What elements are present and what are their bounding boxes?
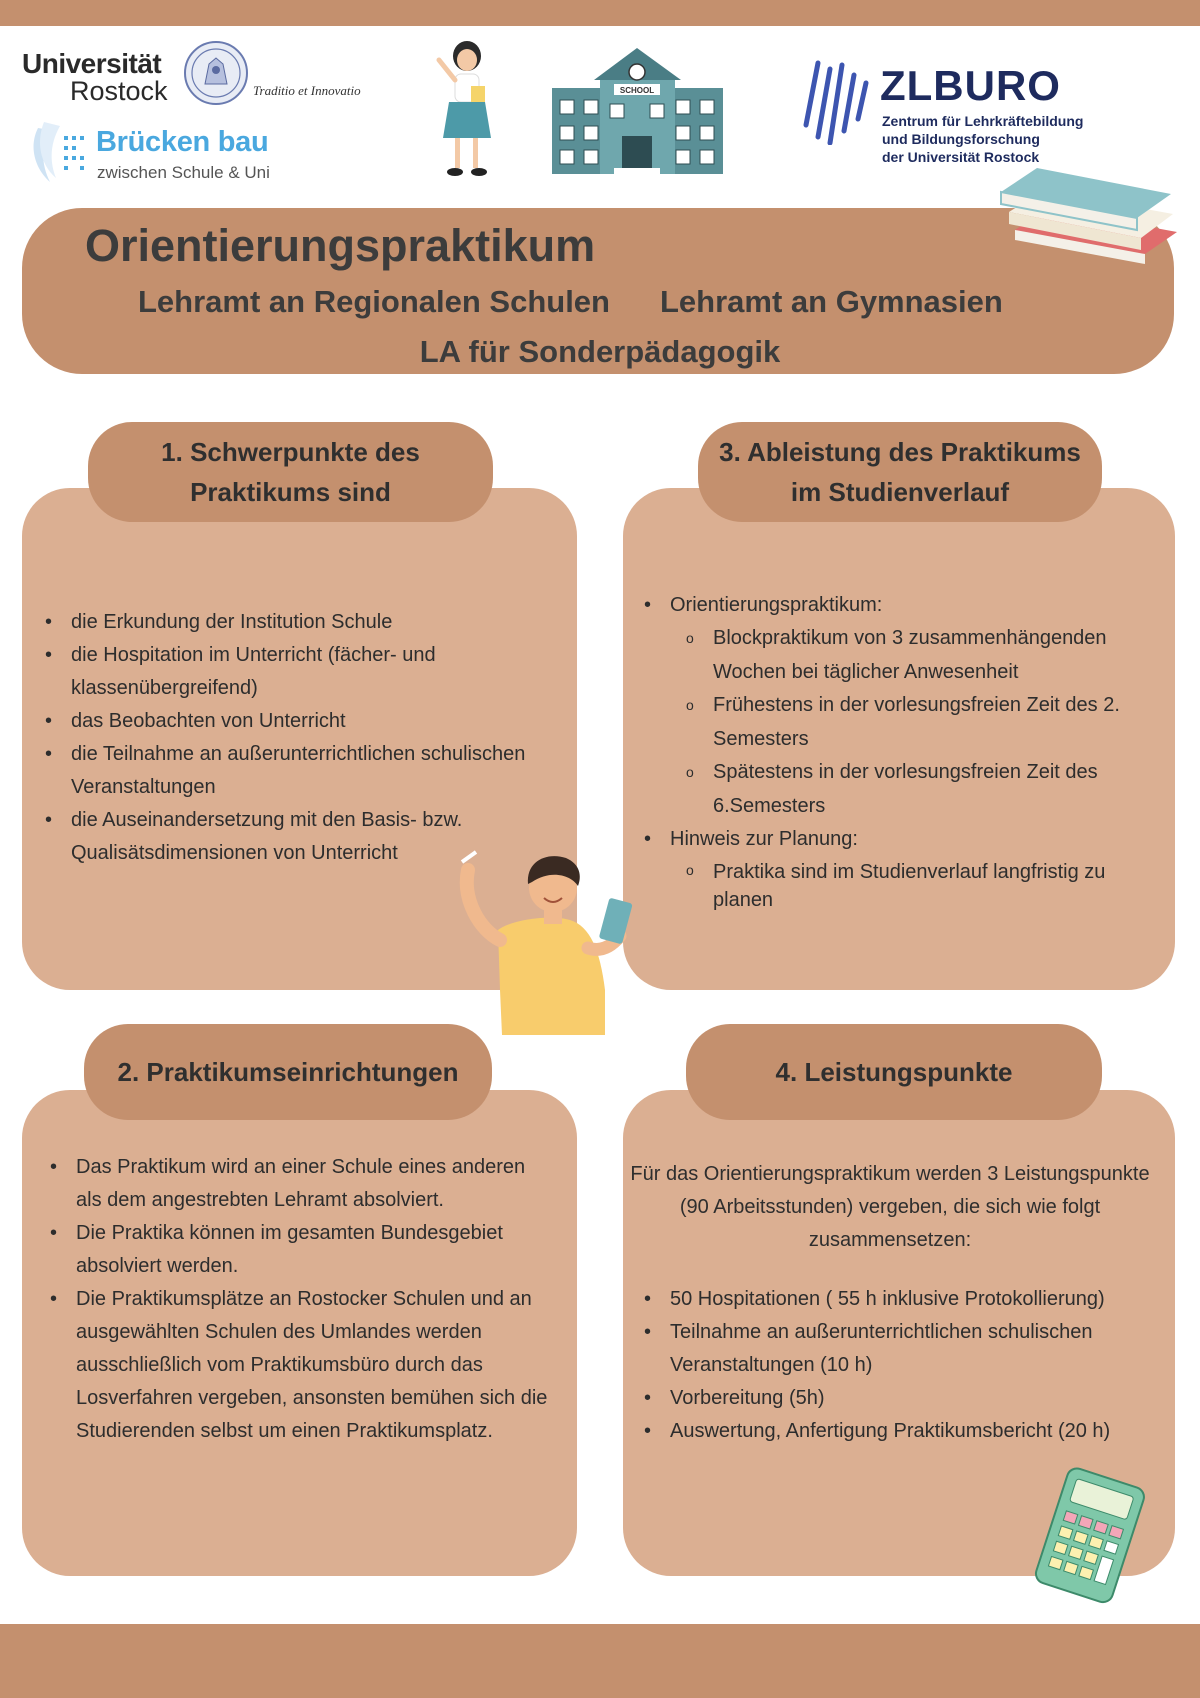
school-building-icon: [550, 44, 725, 176]
section-4-title: [686, 1024, 1102, 1120]
list-item: [670, 589, 1150, 823]
list-item: • Die Praktikumsplätze an Rostocker Schulen und an ausgewählten Schulen des Umlandes werden ausschließlich vom Praktikumsbüro durch das Losverfahren vergeben, ansonsten bemühen sich die Studierenden selbst um einen Praktikumsplatz.: [76, 1283, 551, 1448]
list-item: • die Teilnahme an außerunterrichtlichen schulischen Veranstaltungen: [71, 738, 531, 804]
list-item: • Das Praktikum wird an einer Schule eines anderen als dem angestrebten Lehramt absolviert.: [76, 1151, 551, 1217]
zlburo-subtitle-line: der Universität Rostock: [882, 149, 1040, 165]
brueckenbau-title: Brücken bau: [96, 126, 269, 158]
calculator-icon: [1030, 1465, 1148, 1605]
zlburo-title: ZLBURO: [880, 62, 1061, 109]
brueckenbau-subtitle: zwischen Schule & Uni: [97, 163, 270, 182]
sub-list-item: o Blockpraktikum von 3 zusammenhängenden Wochen bei täglicher Anwesenheit: [713, 622, 1150, 689]
page-title: Orientierungspraktikum: [85, 220, 596, 271]
section-4-list: [670, 1283, 1165, 1448]
section-4-title-text: 4. Leistungspunkte: [775, 1057, 1013, 1087]
sub-list: [670, 856, 1150, 914]
section-3-title-line: im Studienverlauf: [790, 477, 1010, 507]
section-1-title-line: Praktikums sind: [190, 477, 391, 507]
list-item-label: Orientierungspraktikum:: [670, 594, 883, 616]
section-3-list: [670, 589, 1150, 914]
list-item: • Vorbereitung (5h): [670, 1382, 1165, 1415]
top-band: [0, 0, 1200, 26]
section-2-title: [84, 1024, 492, 1120]
list-item: • das Beobachten von Unterricht: [71, 705, 531, 738]
list-item: • Auswertung, Anfertigung Praktikumsbericht (20 h): [670, 1415, 1165, 1448]
section-1-title-line: 1. Schwerpunkte des: [161, 437, 420, 467]
subtitle-regional-schools: Lehramt an Regionalen Schulen: [138, 284, 610, 319]
sub-list-item: o Spätestens in der vorlesungsfreien Zeit des 6.Semesters: [713, 756, 1150, 823]
section-3-title-line: 3. Ableistung des Praktikums: [719, 437, 1081, 467]
list-item: • die Auseinandersetzung mit den Basis- bzw. Qualisätsdimensionen von Unterricht: [71, 804, 531, 870]
zlburo-subtitle: [882, 112, 1083, 166]
university-seal-icon: [183, 40, 249, 106]
zlburo-subtitle-line: Zentrum für Lehrkräftebildung: [882, 113, 1084, 129]
zlburo-logo-lines-icon: [800, 55, 880, 145]
list-item: • 50 Hospitationen ( 55 h inklusive Protokollierung): [670, 1283, 1165, 1316]
section-3-title: [698, 422, 1102, 522]
sub-list-item: o Praktika sind im Studienverlauf langfristig zu planen: [713, 856, 1150, 914]
list-item: [670, 823, 1150, 914]
section-2-title-text: 2. Praktikumseinrichtungen: [117, 1057, 459, 1087]
university-motto: Traditio et Innovatio: [253, 83, 361, 98]
section-4-intro: Für das Orientierungspraktikum werden 3 Leistungspunkte (90 Arbeitsstunden) vergeben, die sich wie folgt zusammensetzen:: [630, 1163, 1150, 1251]
zlburo-subtitle-line: und Bildungsforschung: [882, 131, 1040, 147]
university-logo-text: [22, 50, 168, 104]
section-1-list: [71, 606, 531, 870]
list-item: • die Erkundung der Institution Schule: [71, 606, 531, 639]
list-item: • Die Praktika können im gesamten Bundesgebiet absolviert werden.: [76, 1217, 551, 1283]
uni-name-line1: Universität: [22, 48, 162, 79]
section-1-title: [88, 422, 493, 522]
subtitle-special-education: LA für Sonderpädagogik: [419, 334, 781, 369]
section-2-list: [76, 1151, 551, 1448]
schoolgirl-illustration-icon: [425, 38, 505, 183]
uni-name-line2: Rostock: [70, 76, 168, 106]
sub-list: [670, 622, 1150, 823]
subtitle-gymnasium: Lehramt an Gymnasien: [660, 284, 1003, 319]
sub-list-item: o Frühestens in der vorlesungsfreien Zeit des 2. Semesters: [713, 689, 1150, 756]
brueckenbau-logo-icon: [30, 118, 92, 188]
books-stack-icon: [995, 160, 1180, 280]
school-sign: SCHOOL: [619, 86, 655, 95]
teacher-illustration-icon: [440, 840, 655, 1035]
bottom-band: [0, 1624, 1200, 1698]
list-item: • die Hospitation im Unterricht (fächer- und klassenübergreifend): [71, 639, 531, 705]
list-item: • Teilnahme an außerunterrichtlichen schulischen Veranstaltungen (10 h): [670, 1316, 1165, 1382]
list-item-label: Hinweis zur Planung:: [670, 828, 858, 850]
